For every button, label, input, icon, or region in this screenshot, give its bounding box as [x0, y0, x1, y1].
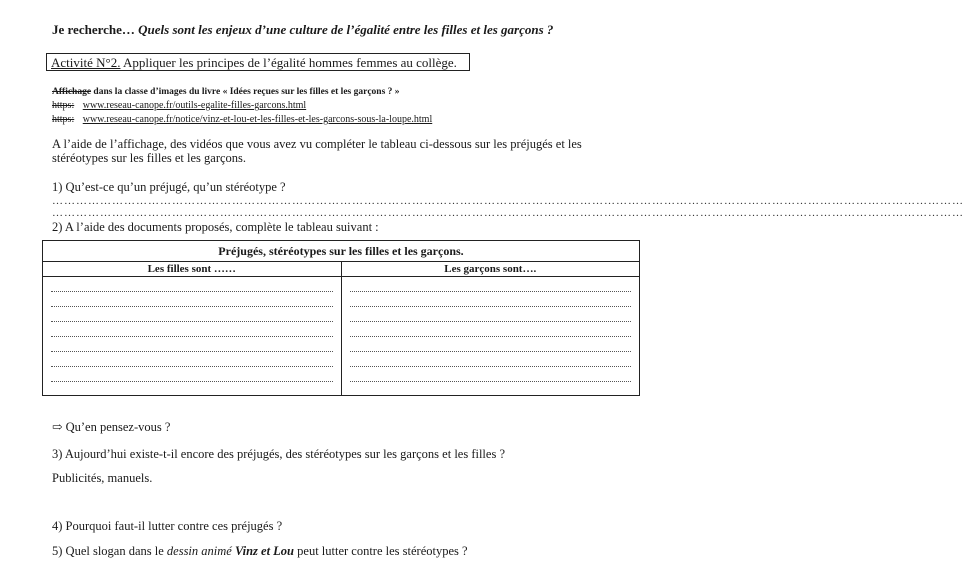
stereotypes-table	[42, 240, 640, 396]
activity-label: Activité N°2.	[51, 55, 121, 70]
answer-line[interactable]	[51, 337, 333, 352]
column-header-girls: Les filles sont ……	[43, 262, 342, 277]
activity-box	[46, 53, 470, 71]
heading-prefix: Je recherche…	[52, 22, 135, 37]
answer-line[interactable]	[350, 322, 632, 337]
answer-line[interactable]	[350, 307, 632, 322]
column-header-boys: Les garçons sont….	[341, 262, 640, 277]
link-url[interactable]: www.reseau-canope.fr/outils-egalite-filles-garcons.html	[82, 100, 307, 111]
answer-line[interactable]	[51, 277, 333, 292]
question-3-answer[interactable]: Publicités, manuels.	[52, 471, 153, 485]
think-text: Qu’en pensez-vous ?	[65, 420, 171, 434]
answer-line[interactable]	[350, 337, 632, 352]
heading-question: Quels sont les enjeux d’une culture de l’égalité entre les filles et les garçons ?	[138, 22, 554, 37]
q5-suffix: peut lutter contre les stéréotypes ?	[297, 544, 468, 558]
intro-paragraph: A l’aide de l’affichage, des vidéos que vous avez vu compléter le tableau ci-dessous sur les préjugés et les stéréotypes sur les filles et les garçons.	[52, 137, 582, 165]
affichage-label: Affichage	[52, 87, 92, 97]
q5-prefix: 5) Quel slogan dans le	[52, 544, 164, 558]
link-label: https:	[52, 114, 75, 125]
link-url[interactable]: www.reseau-canope.fr/notice/vinz-et-lou-et-les-filles-et-les-garcons-sous-la-loupe.html	[82, 114, 433, 125]
answer-line[interactable]	[350, 352, 632, 367]
affichage-text: dans la classe d’images du livre « Idées reçues sur les filles et les garçons ? »	[93, 87, 400, 97]
answer-line[interactable]: …………………………………………………………………………………………………………………………………………………………………………………………………………	[52, 195, 964, 207]
page-heading	[52, 22, 553, 37]
answer-line[interactable]	[350, 292, 632, 307]
answer-line[interactable]	[51, 307, 333, 322]
question-4: 4) Pourquoi faut-il lutter contre ces préjugés ?	[52, 519, 283, 533]
q5-title: Vinz et Lou	[234, 544, 295, 558]
answer-line[interactable]: …………………………………………………………………………………………………………………………………………………………………………………………………………	[52, 207, 964, 219]
answer-line[interactable]	[51, 352, 333, 367]
answer-line[interactable]	[51, 292, 333, 307]
activity-text: Appliquer les principes de l’égalité hommes femmes au collège.	[123, 55, 457, 70]
answer-line[interactable]	[350, 367, 632, 382]
answer-line[interactable]	[51, 322, 333, 337]
link-label: https:	[52, 100, 75, 111]
link-row-1[interactable]	[52, 98, 306, 113]
question-1: 1) Qu’est-ce qu’un préjugé, qu’un stéréotype ?	[52, 180, 286, 194]
link-row-2[interactable]	[52, 112, 432, 127]
girls-answer-cell[interactable]	[43, 277, 342, 396]
think-line	[52, 420, 170, 435]
table-title: Préjugés, stéréotypes sur les filles et les garçons.	[43, 241, 640, 262]
boys-answer-cell[interactable]	[341, 277, 640, 396]
question-3: 3) Aujourd’hui existe-t-il encore des préjugés, des stéréotypes sur les garçons et les filles ?	[52, 447, 505, 461]
answer-line[interactable]	[51, 367, 333, 382]
right-arrow-icon: ⇨	[52, 420, 63, 434]
question-2: 2) A l’aide des documents proposés, complète le tableau suivant :	[52, 220, 379, 234]
answer-line[interactable]	[350, 277, 632, 292]
q5-italic: dessin animé	[166, 544, 232, 558]
question-5	[52, 544, 468, 559]
